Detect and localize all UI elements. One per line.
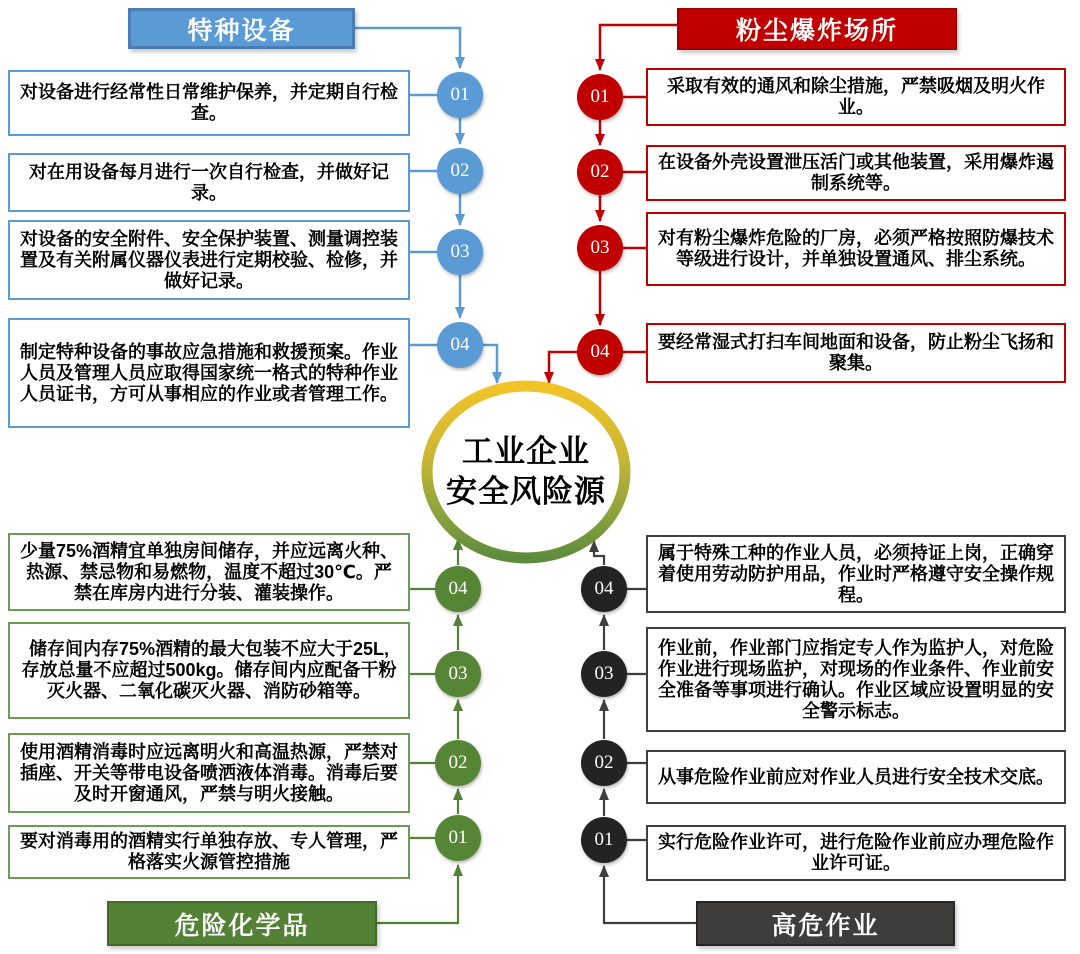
center-title-line2: 安全风险源 (446, 474, 606, 509)
hazardous-chemicals-step-2-circle: 02 (435, 740, 481, 786)
hazardous-chemicals-item-4-box (8, 533, 410, 611)
header-dust-explosion: 粉尘爆炸场所 (677, 8, 957, 50)
high-risk-step-3-circle: 03 (581, 651, 627, 697)
hazardous-chemicals-step-1-circle: 01 (435, 815, 481, 861)
dust-explosion-item-2-text: 在设备外壳设置泄压活门或其他装置，采用爆炸遏制系统等。 (658, 152, 1054, 193)
special-equipment-item-3-box (8, 220, 410, 300)
high-risk-item-3-box (646, 627, 1066, 732)
special-equipment-item-3-text: 对设备的安全附件、安全保护装置、测量调控装置及有关附属仪器仪表进行定期校验、检修，并做好记录。 (20, 228, 398, 291)
high-risk-item-3-text: 作业前，作业部门应指定专人作为监护人，对危险作业进行现场监护，对现场的作业条件、作业前安全准备等事项进行确认。作业区域应设置明显的安全警示标志。 (658, 637, 1054, 721)
hazardous-chemicals-item-1-text: 要对消毒用的酒精实行单独存放、专人管理，严格落实火源管控措施 (20, 831, 398, 872)
dust-explosion-item-4-text: 要经常湿式打扫车间地面和设备，防止粉尘飞扬和聚集。 (658, 332, 1054, 373)
high-risk-step-4-circle: 04 (581, 566, 627, 612)
dust-explosion-item-3-box (646, 212, 1066, 286)
dust-explosion-item-3-text: 对有粉尘爆炸危险的厂房，必须严格按照防爆技术等级进行设计，并单独设置通风、排尘系统。 (658, 228, 1054, 269)
hazardous-chemicals-item-2-text: 使用酒精消毒时应远离明火和高温热源，严禁对插座、开关等带电设备喷洒液体消毒。消毒后要及时开窗通风，严禁与明火接触。 (20, 741, 398, 804)
dust-explosion-item-1-box (646, 68, 1066, 126)
special-equipment-item-4-text: 制定特种设备的事故应急措施和救援预案。作业人员及管理人员应取得国家统一格式的特种作业人员证书，方可从事相应的作业或者管理工作。 (20, 341, 398, 404)
high-risk-item-1-box (646, 825, 1066, 881)
hazardous-chemicals-item-3-text: 储存间内存75%酒精的最大包装不应大于25L, 存放总量不应超过500kg。储存间内应配备干粉灭火器、二氧化碳灭火器、消防砂箱等。 (21, 639, 397, 701)
high-risk-item-1-text: 实行危险作业许可，进行危险作业前应办理危险作业许可证。 (658, 832, 1054, 873)
header-high-risk-operations: 高危作业 (696, 901, 955, 946)
high-risk-step-1-circle: 01 (581, 817, 627, 863)
special-equipment-step-3-circle: 03 (437, 229, 483, 275)
dust-explosion-step-1-circle: 01 (577, 74, 623, 120)
dust-explosion-item-4-box (646, 323, 1066, 383)
dust-explosion-step-2-circle: 02 (577, 149, 623, 195)
hazardous-chemicals-step-4-circle: 04 (435, 566, 481, 612)
dust-explosion-item-1-text: 采取有效的通风和除尘措施，严禁吸烟及明火作业。 (667, 76, 1045, 117)
special-equipment-step-4-circle: 04 (437, 322, 483, 368)
hazardous-chemicals-item-3-box (8, 622, 410, 719)
special-equipment-step-1-circle: 01 (437, 72, 483, 118)
special-equipment-item-1-text: 对设备进行经常性日常维护保养，并定期自行检查。 (20, 82, 398, 123)
high-risk-item-4-box (646, 535, 1066, 613)
hazardous-chemicals-item-4-text: 少量75%酒精宜单独房间储存，并应远离火种、热源、禁忌物和易燃物，温度不超过30℃。严禁在库房内进行分装、灌装操作。 (19, 540, 399, 603)
dust-explosion-step-4-circle: 04 (577, 329, 623, 375)
header-hazardous-chemicals: 危险化学品 (107, 901, 377, 946)
special-equipment-item-1-box (8, 70, 410, 136)
special-equipment-item-2-text: 对在用设备每月进行一次自行检查，并做好记录。 (29, 161, 389, 203)
special-equipment-item-2-box (8, 153, 410, 212)
dust-explosion-item-2-box (646, 145, 1066, 201)
header-special-equipment: 特种设备 (128, 8, 355, 49)
high-risk-item-4-text: 属于特殊工种的作业人员，必须持证上岗，正确穿着使用劳动防护用品，作业时严格遵守安全操作规程。 (658, 542, 1054, 605)
hazardous-chemicals-step-3-circle: 03 (435, 651, 481, 697)
special-equipment-item-4-box (8, 318, 410, 428)
hazardous-chemicals-item-1-box (8, 825, 410, 879)
high-risk-step-2-circle: 02 (581, 740, 627, 786)
special-equipment-step-2-circle: 02 (437, 148, 483, 194)
center-title-line1: 工业企业 (462, 434, 590, 469)
hazardous-chemicals-item-2-box (8, 733, 410, 813)
high-risk-item-2-text: 从事危险作业前应对作业人员进行安全技术交底。 (658, 766, 1054, 787)
dust-explosion-step-3-circle: 03 (577, 225, 623, 271)
high-risk-item-2-box (646, 750, 1066, 804)
center-circle-title (386, 430, 666, 514)
